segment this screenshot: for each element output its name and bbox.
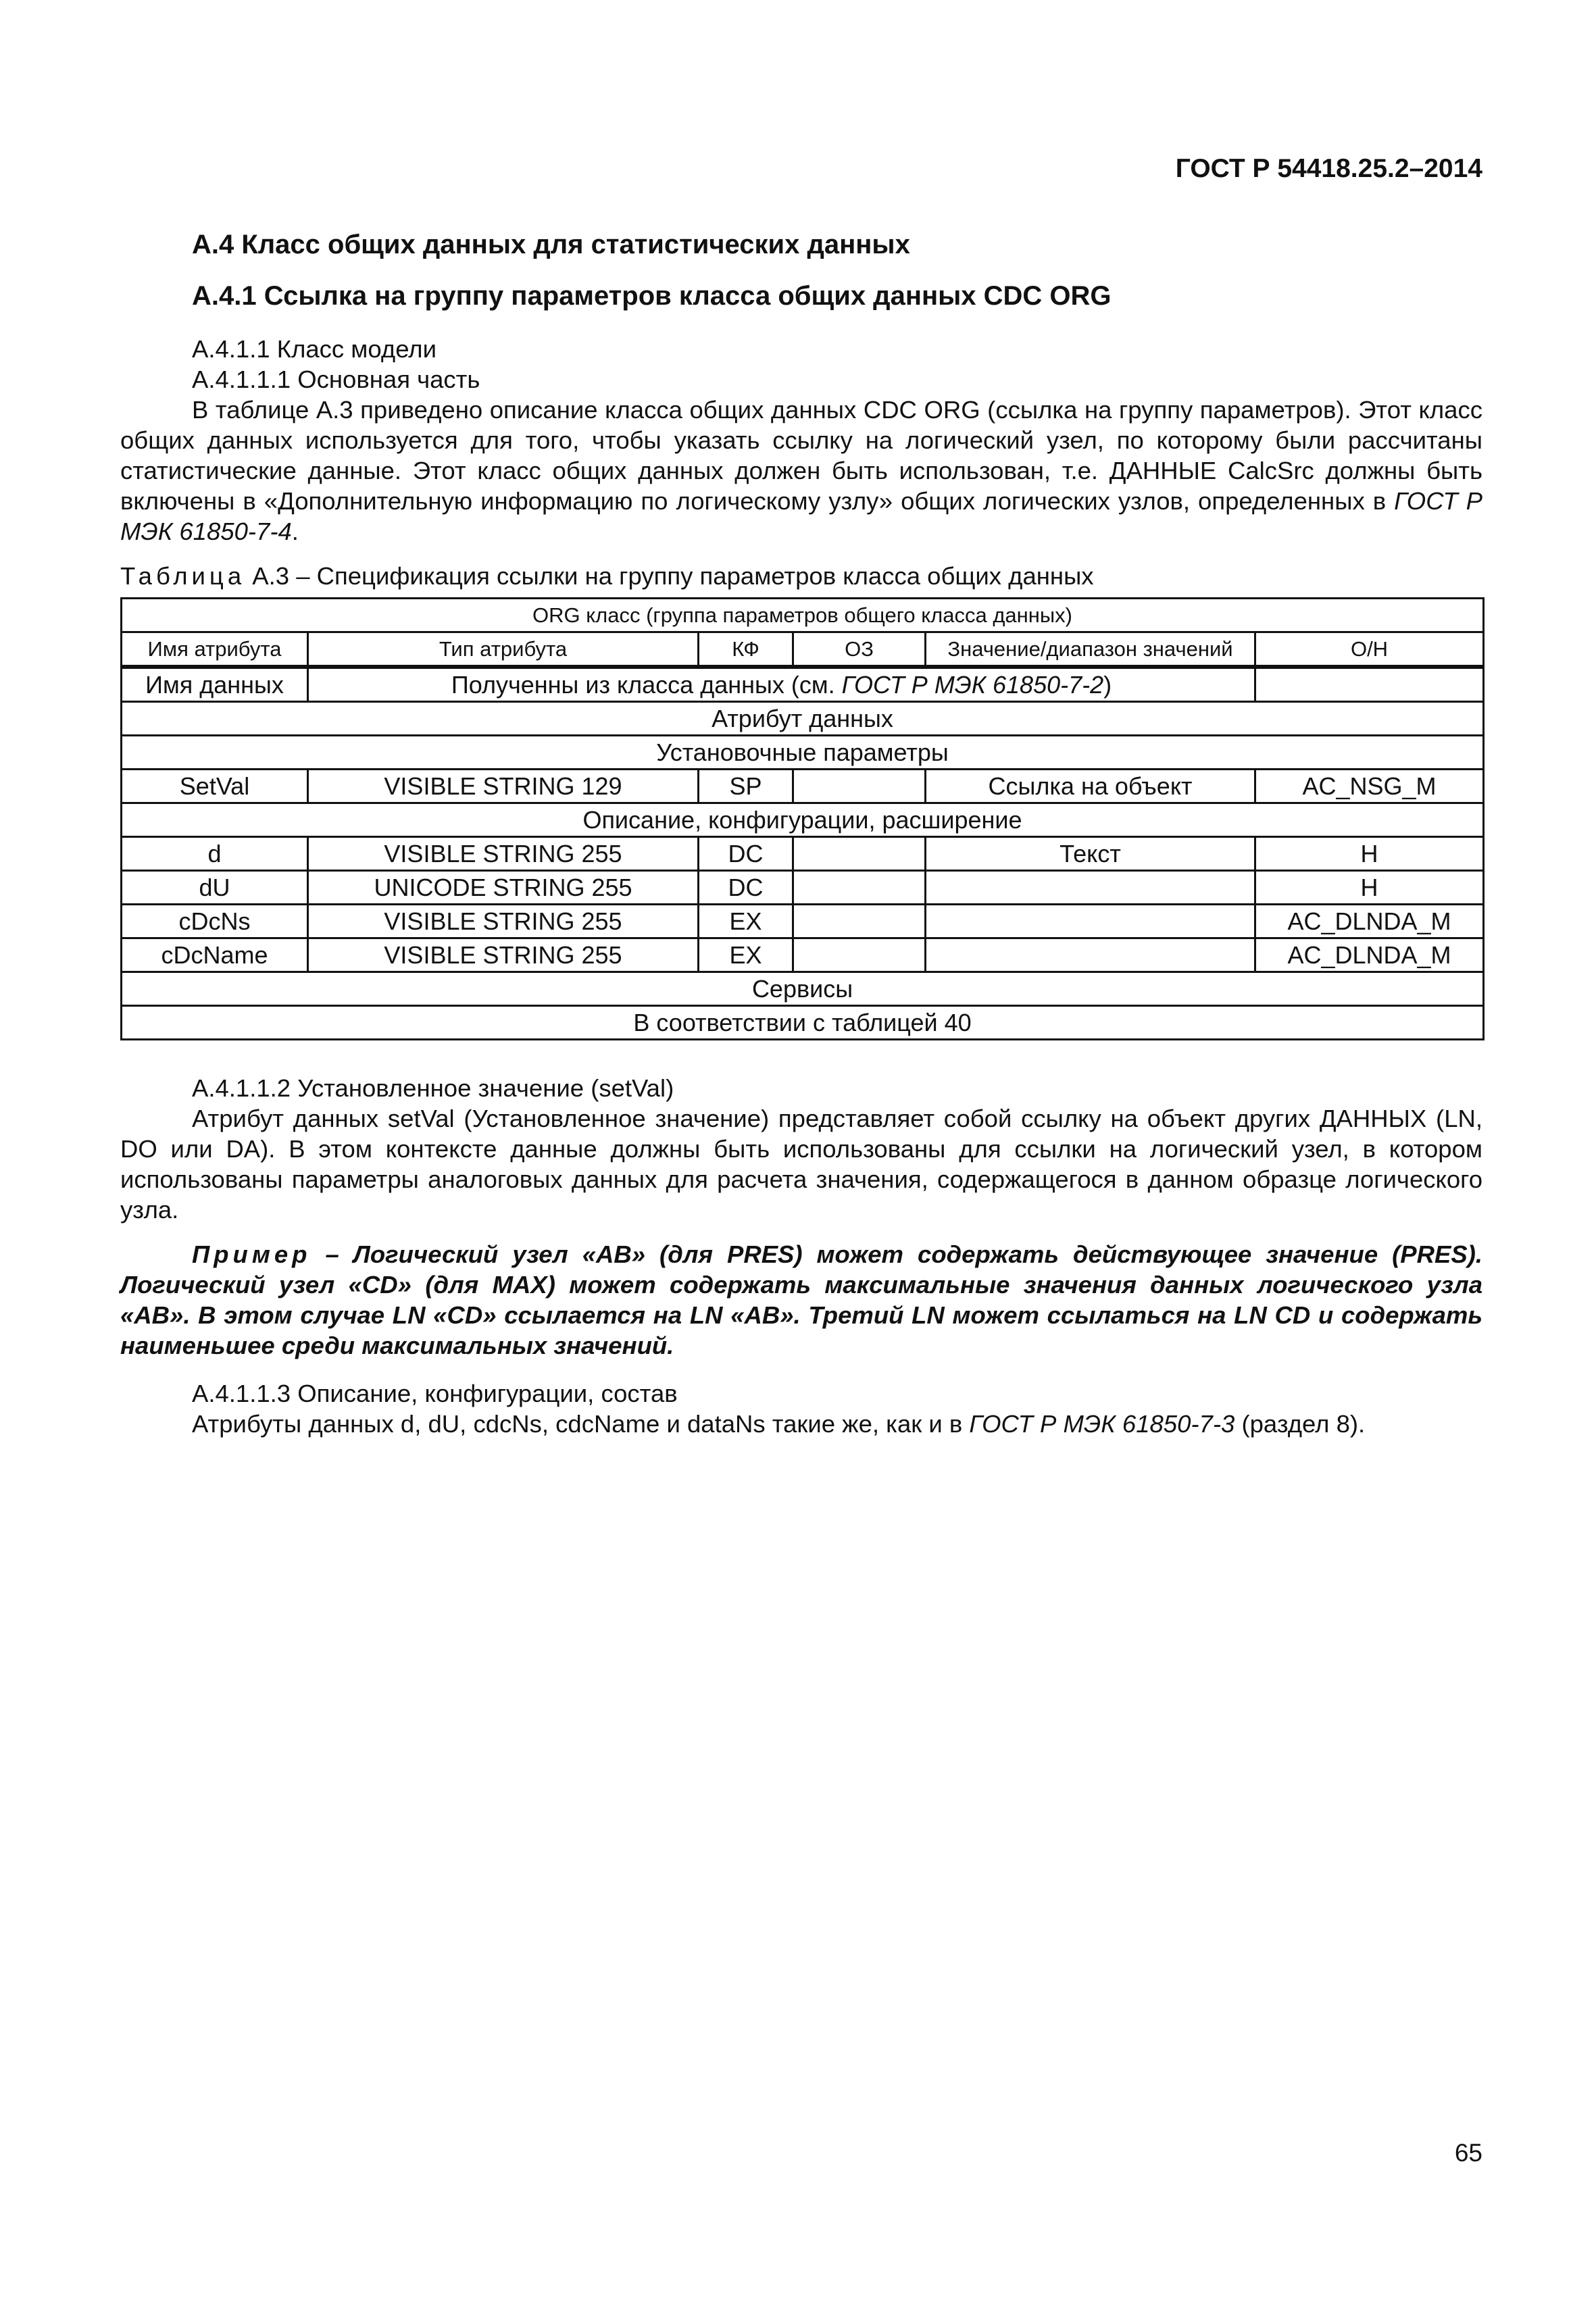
table-cell: VISIBLE STRING 255 bbox=[308, 938, 699, 972]
example-text: – Логический узел «AB» (для PRES) может содержать действующее значение (PRES). Логический узел «CD» (для MAX) может содержать максимальные значения данных логического узла «AB». В этом случае LN «CD» ссылается на LN «AB». Третий LN может ссылаться на LN CD и содержать наименьшее среди максимальных значений. bbox=[120, 1240, 1482, 1359]
subheading-a4113: А.4.1.1.3 Описание, конфигурации, состав bbox=[192, 1380, 678, 1407]
table-cell: EX bbox=[699, 938, 793, 972]
table-header-cell: ОЗ bbox=[793, 632, 926, 668]
table-section-label: Сервисы bbox=[122, 972, 1484, 1006]
table-cell: VISIBLE STRING 129 bbox=[308, 770, 699, 803]
table-row bbox=[122, 871, 1484, 905]
table-cell bbox=[793, 837, 926, 871]
table-cell: SetVal bbox=[122, 770, 308, 803]
table-caption-prefix: Таблица bbox=[120, 562, 246, 590]
attributes-end: (раздел 8). bbox=[1235, 1410, 1366, 1438]
setval-paragraph: Атрибут данных setVal (Установленное значение) представляет собой ссылку на объект других ДАННЫХ (LN, DO или DA). В этом контексте данные должны быть использованы для ссылки на логический узел, в котором использованы параметры аналоговых данных для расчета значения, содержащегося в данном образце логического узла. bbox=[120, 1105, 1482, 1224]
table-cell: DC bbox=[699, 837, 793, 871]
table-header-cell: О/Н bbox=[1255, 632, 1484, 668]
intro-paragraph bbox=[120, 395, 1482, 547]
table-cell bbox=[308, 667, 1255, 702]
example-label: Пример bbox=[192, 1240, 311, 1268]
specification-table bbox=[120, 597, 1485, 1040]
table-cell: UNICODE STRING 255 bbox=[308, 871, 699, 905]
table-caption bbox=[120, 562, 1094, 590]
table-title: ORG класс (группа параметров общего класса данных) bbox=[122, 599, 1484, 632]
table-section-label: Описание, конфигурации, расширение bbox=[122, 803, 1484, 837]
table-cell bbox=[793, 871, 926, 905]
table-services-text: В соответствии с таблицей 40 bbox=[122, 1006, 1484, 1040]
section-heading-a41: А.4.1 Ссылка на группу параметров класса общих данных CDC ORG bbox=[192, 281, 1112, 311]
example-paragraph bbox=[120, 1239, 1482, 1361]
table-cell: Текст bbox=[926, 837, 1255, 871]
attributes-text: Атрибуты данных d, dU, cdcNs, cdcName и dataNs такие же, как и в bbox=[192, 1410, 970, 1438]
table-cell bbox=[926, 905, 1255, 938]
intro-end: . bbox=[291, 518, 299, 545]
table-row bbox=[122, 938, 1484, 972]
table-header-cell: Имя атрибута bbox=[122, 632, 308, 668]
document-code: ГОСТ Р 54418.25.2–2014 bbox=[1175, 154, 1482, 183]
attributes-reference: ГОСТ Р МЭК 61850-7-3 bbox=[969, 1410, 1235, 1438]
table-cell: Ссылка на объект bbox=[926, 770, 1255, 803]
table-cell: Н bbox=[1255, 871, 1484, 905]
table-cell: Н bbox=[1255, 837, 1484, 871]
table-row bbox=[122, 667, 1484, 702]
table-cell bbox=[793, 905, 926, 938]
data-name-end: ) bbox=[1103, 671, 1112, 699]
subheading-a411: А.4.1.1 Класс модели bbox=[192, 335, 437, 363]
table-cell: VISIBLE STRING 255 bbox=[308, 905, 699, 938]
subheading-a4111: А.4.1.1.1 Основная часть bbox=[192, 366, 480, 393]
table-cell bbox=[793, 938, 926, 972]
table-row bbox=[122, 905, 1484, 938]
data-name-reference: ГОСТ Р МЭК 61850-7-2 bbox=[841, 671, 1104, 699]
table-header-cell: КФ bbox=[699, 632, 793, 668]
table-cell: cDcName bbox=[122, 938, 308, 972]
table-caption-text: А.3 – Спецификация ссылки на группу параметров класса общих данных bbox=[245, 562, 1094, 590]
intro-reference: ГОСТ Р МЭК 61850-7-4 bbox=[120, 487, 1483, 545]
table-cell bbox=[1255, 667, 1484, 702]
table-cell: AC_DLNDA_M bbox=[1255, 938, 1484, 972]
page-number: 65 bbox=[1454, 2139, 1482, 2167]
table-cell bbox=[793, 770, 926, 803]
section-heading-a4: А.4 Класс общих данных для статистических данных bbox=[192, 230, 910, 259]
table-cell bbox=[926, 938, 1255, 972]
table-cell: cDcNs bbox=[122, 905, 308, 938]
intro-text: В таблице А.3 приведено описание класса общих данных CDC ORG (ссылка на группу параметров). Этот класс общих данных используется для того, чтобы указать ссылку на логический узел, по которому были рассчитаны статистические данные. Этот класс общих данных должен быть использован, т.е. ДАННЫЕ CalcSrc должны быть включены в «Дополнительную информацию по логическому узлу» общих логических узлов, определенных в bbox=[120, 396, 1482, 515]
table-cell: AC_DLNDA_M bbox=[1255, 905, 1484, 938]
table-header-cell: Значение/диапазон значений bbox=[926, 632, 1255, 668]
table-section-label: Атрибут данных bbox=[122, 702, 1484, 736]
table-row bbox=[122, 770, 1484, 803]
table-header-cell: Тип атрибута bbox=[308, 632, 699, 668]
table-cell bbox=[926, 871, 1255, 905]
table-section-label: Установочные параметры bbox=[122, 736, 1484, 770]
table-cell: Имя данных bbox=[122, 667, 308, 702]
table-cell: SP bbox=[699, 770, 793, 803]
table-cell: d bbox=[122, 837, 308, 871]
table-cell: dU bbox=[122, 871, 308, 905]
table-cell: VISIBLE STRING 255 bbox=[308, 837, 699, 871]
attributes-paragraph bbox=[120, 1409, 1482, 1439]
data-name-text: Полученны из класса данных (см. bbox=[451, 671, 842, 699]
table-cell: AC_NSG_M bbox=[1255, 770, 1484, 803]
table-row bbox=[122, 837, 1484, 871]
table-cell: EX bbox=[699, 905, 793, 938]
table-cell: DC bbox=[699, 871, 793, 905]
subheading-a4112: А.4.1.1.2 Установленное значение (setVal) bbox=[192, 1074, 674, 1102]
